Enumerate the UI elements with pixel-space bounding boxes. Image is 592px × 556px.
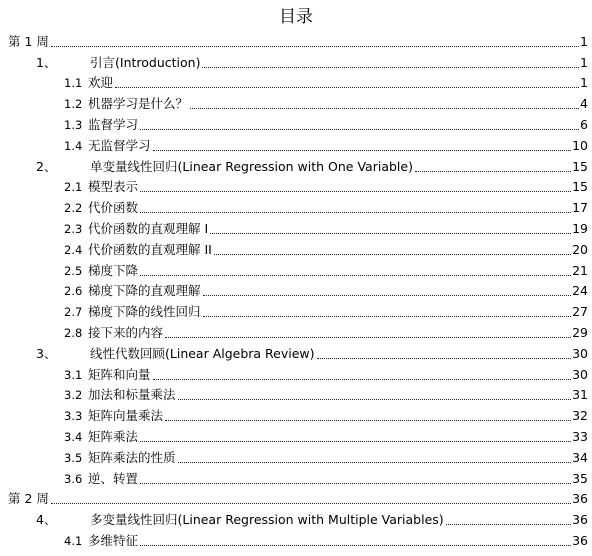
toc-entry[interactable] xyxy=(0,466,592,487)
dot-leader xyxy=(190,107,579,109)
toc-entry-number: 2、 xyxy=(36,158,57,174)
toc-entry[interactable] xyxy=(0,237,592,258)
toc-entry-number: 2.1 xyxy=(64,180,83,195)
toc-entry-title[interactable]: 模型表示 xyxy=(88,179,139,195)
dot-leader xyxy=(140,211,571,213)
toc-entry-page: 1 xyxy=(580,75,588,91)
toc-entry-number: 3、 xyxy=(36,345,57,361)
toc-entry-number: 3.3 xyxy=(64,409,83,424)
toc-entry[interactable] xyxy=(0,341,592,362)
toc-entry[interactable] xyxy=(0,71,592,92)
dot-leader xyxy=(415,170,571,172)
toc-entry-number: 3.1 xyxy=(64,367,83,382)
dot-leader xyxy=(214,253,571,255)
toc-entry[interactable] xyxy=(0,91,592,112)
toc-entry-page: 10 xyxy=(572,137,588,153)
dot-leader xyxy=(202,66,579,68)
toc-entry-number: 1.4 xyxy=(64,138,83,153)
toc-entry-page: 19 xyxy=(572,220,588,236)
toc-entry-page: 30 xyxy=(572,345,588,361)
dot-leader xyxy=(165,419,571,421)
toc-entry-number: 4、 xyxy=(36,512,57,528)
toc-entry-title[interactable]: 梯度下降的线性回归 xyxy=(88,304,201,320)
toc-entry-page: 17 xyxy=(572,200,588,216)
toc-entry[interactable] xyxy=(0,29,592,50)
dot-leader xyxy=(446,523,571,525)
toc-entry-page: 1 xyxy=(580,33,588,49)
toc-entry-title[interactable]: 矩阵乘法 xyxy=(88,428,139,444)
toc-entry-number: 3.4 xyxy=(64,429,83,444)
toc-entry-page: 33 xyxy=(572,428,588,444)
dot-leader xyxy=(140,440,571,442)
dot-leader xyxy=(178,461,572,463)
toc-entry[interactable] xyxy=(0,403,592,424)
toc-entry-title[interactable]: 代价函数的直观理解 II xyxy=(88,241,212,257)
toc-entry-number: 2.3 xyxy=(64,221,83,236)
dot-leader xyxy=(203,294,572,296)
toc-entry-page: 24 xyxy=(572,283,588,299)
toc-entry-number: 1.2 xyxy=(64,97,83,112)
toc-entry-number: 2.6 xyxy=(64,284,83,299)
dot-leader xyxy=(210,232,571,234)
toc-entry[interactable] xyxy=(0,362,592,383)
toc-entry-page: 34 xyxy=(572,449,588,465)
toc-entry-number: 2.4 xyxy=(64,242,83,257)
dot-leader xyxy=(153,378,572,380)
toc-entry-page: 36 xyxy=(572,532,588,548)
dot-leader xyxy=(51,502,571,504)
toc-entry[interactable] xyxy=(0,216,592,237)
toc-entry-page: 20 xyxy=(572,241,588,257)
toc-entry-number: 2.2 xyxy=(64,201,83,216)
dot-leader xyxy=(140,544,571,546)
toc-entry-title[interactable]: 线性代数回顾(Linear Algebra Review) xyxy=(90,345,315,361)
dot-leader xyxy=(140,190,571,192)
dot-leader xyxy=(115,86,579,88)
toc-entry-page: 35 xyxy=(572,470,588,486)
toc-entry[interactable] xyxy=(0,487,592,508)
dot-leader xyxy=(153,149,572,151)
toc-entry[interactable] xyxy=(0,507,592,528)
toc-entry-title[interactable]: 无监督学习 xyxy=(88,137,151,153)
toc-entry[interactable] xyxy=(0,528,592,549)
toc-entry-number: 2.8 xyxy=(64,325,83,340)
toc-entry[interactable] xyxy=(0,112,592,133)
toc-entry-number: 1.3 xyxy=(64,117,83,132)
toc-entry[interactable] xyxy=(0,424,592,445)
toc-entry[interactable] xyxy=(0,299,592,320)
toc-entry-page: 15 xyxy=(572,179,588,195)
toc-entry-title[interactable]: 欢迎 xyxy=(88,75,114,91)
dot-leader xyxy=(165,336,571,338)
toc-entry-page: 32 xyxy=(572,408,588,424)
toc-entry-page: 27 xyxy=(572,304,588,320)
toc-entry[interactable] xyxy=(0,195,592,216)
toc-entry[interactable] xyxy=(0,445,592,466)
toc-entry-page: 36 xyxy=(572,512,588,528)
toc-entry-page: 4 xyxy=(580,96,588,112)
toc-entry-title[interactable]: 多变量线性回归(Linear Regression with Multiple Variables) xyxy=(90,512,444,528)
toc-entry[interactable] xyxy=(0,279,592,300)
toc-entry-title[interactable]: 监督学习 xyxy=(88,116,139,132)
toc-entry-number: 4.1 xyxy=(64,533,83,548)
toc-entry[interactable] xyxy=(0,175,592,196)
toc-entry-title[interactable]: 加法和标量乘法 xyxy=(88,387,176,403)
toc-entry-title[interactable]: 梯度下降 xyxy=(88,262,139,278)
toc-entry-title[interactable]: 矩阵向量乘法 xyxy=(88,408,164,424)
toc-entry-page: 1 xyxy=(580,54,588,70)
dot-leader xyxy=(51,45,579,47)
dot-leader xyxy=(203,315,572,317)
toc-entry-title[interactable]: 代价函数的直观理解 I xyxy=(88,220,209,236)
toc-entry-title[interactable]: 机器学习是什么？ xyxy=(88,96,189,112)
toc-entry-title[interactable]: 多维特征 xyxy=(88,532,139,548)
toc-entry-title[interactable]: 梯度下降的直观理解 xyxy=(88,283,201,299)
toc-entry-number: 3.5 xyxy=(64,450,83,465)
dot-leader xyxy=(317,357,572,359)
toc-entry-title[interactable]: 第 2 周 xyxy=(8,491,49,507)
toc-entry[interactable] xyxy=(0,383,592,404)
toc-entry-number: 1、 xyxy=(36,54,57,70)
toc-entry[interactable] xyxy=(0,133,592,154)
toc-entry-title[interactable]: 矩阵和向量 xyxy=(88,366,151,382)
toc-entry-title[interactable]: 代价函数 xyxy=(88,200,139,216)
toc-entry-number: 2.5 xyxy=(64,263,83,278)
dot-leader xyxy=(140,128,579,130)
toc-entry-page: 15 xyxy=(572,158,588,174)
toc-entry-number: 2.7 xyxy=(64,305,83,320)
toc-entry-title[interactable]: 矩阵乘法的性质 xyxy=(88,449,176,465)
toc-entry[interactable] xyxy=(0,320,592,341)
toc-entry-page: 31 xyxy=(572,387,588,403)
toc-title: 目录 xyxy=(279,7,313,27)
toc-entry[interactable] xyxy=(0,258,592,279)
toc-entry-page: 6 xyxy=(580,116,588,132)
toc-entry-title[interactable]: 单变量线性回归(Linear Regression with One Variable) xyxy=(90,158,413,174)
dot-leader xyxy=(178,398,572,400)
toc-entry-title[interactable]: 第 1 周 xyxy=(8,33,49,49)
toc-entry-number: 3.6 xyxy=(64,471,83,486)
toc-entry-title[interactable]: 引言(Introduction) xyxy=(90,54,201,70)
toc-entry-title[interactable]: 接下来的内容 xyxy=(88,324,164,340)
toc-entry-page: 36 xyxy=(572,491,588,507)
toc-entry-number: 3.2 xyxy=(64,388,83,403)
dot-leader xyxy=(140,482,571,484)
dot-leader xyxy=(140,274,571,276)
toc-entry[interactable] xyxy=(0,154,592,175)
toc-entry-number: 1.1 xyxy=(64,76,83,91)
toc-entry-title[interactable]: 逆、转置 xyxy=(88,470,139,486)
toc-entry-page: 29 xyxy=(572,324,588,340)
toc-entry-page: 21 xyxy=(572,262,588,278)
toc-entry-page: 30 xyxy=(572,366,588,382)
toc-entry[interactable] xyxy=(0,50,592,71)
